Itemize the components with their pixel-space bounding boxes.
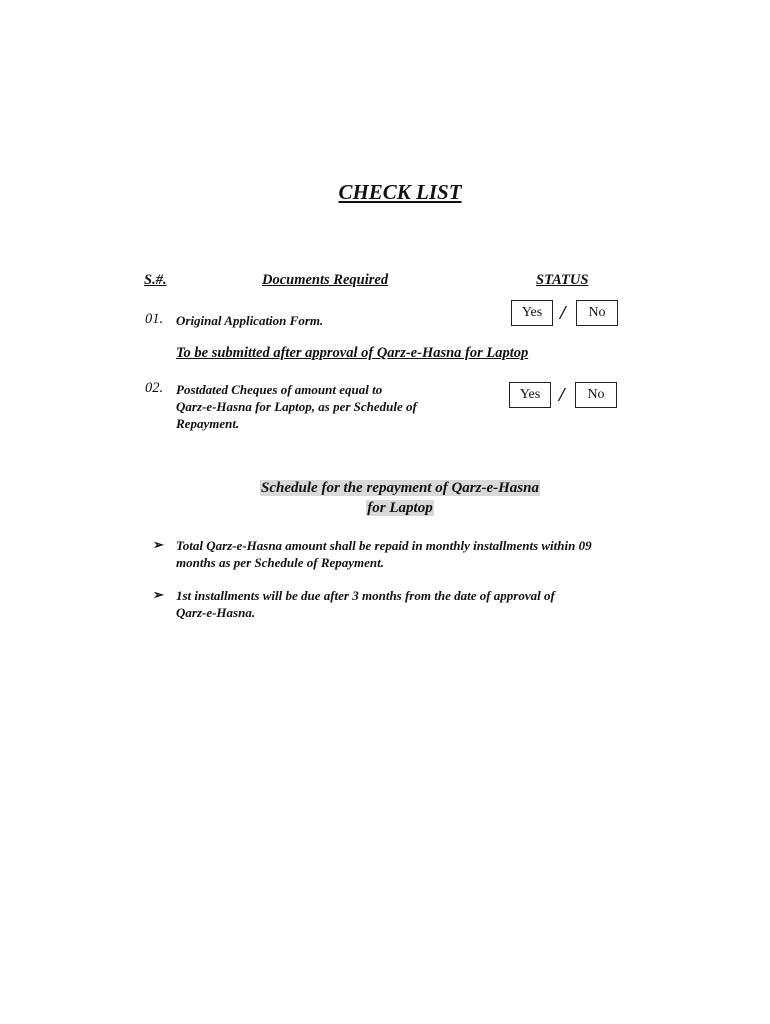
bullet-line: 1st installments will be due after 3 months from the date of approval of bbox=[176, 588, 555, 603]
approval-subheading: To be submitted after approval of Qarz-e-Hasna for Laptop bbox=[176, 345, 529, 361]
item-number: 02. bbox=[145, 380, 164, 396]
item-description-line: Postdated Cheques of amount equal to bbox=[176, 382, 383, 397]
item-description-line: Qarz-e-Hasna for Laptop, as per Schedule of bbox=[176, 399, 417, 414]
bullet-line: Qarz-e-Hasna. bbox=[176, 605, 256, 620]
bullet-text bbox=[176, 537, 592, 571]
bullet-text bbox=[176, 587, 555, 621]
no-checkbox[interactable]: No bbox=[576, 300, 618, 326]
item-description-line: Repayment. bbox=[176, 416, 240, 431]
yes-checkbox[interactable]: Yes bbox=[511, 300, 553, 326]
status-separator: / bbox=[560, 302, 566, 324]
bullet-arrow-icon: ➢ bbox=[153, 537, 164, 552]
status-separator: / bbox=[559, 384, 565, 406]
schedule-heading bbox=[200, 478, 600, 518]
documents-column-header: Documents Required bbox=[262, 272, 389, 288]
schedule-heading-line: for Laptop bbox=[367, 500, 433, 516]
status-column-header: STATUS bbox=[536, 272, 589, 288]
item-description bbox=[176, 381, 417, 432]
schedule-heading-line: Schedule for the repayment of Qarz-e-Hasna bbox=[261, 480, 539, 496]
bullet-arrow-icon: ➢ bbox=[153, 587, 164, 602]
yes-checkbox[interactable]: Yes bbox=[509, 382, 551, 408]
page-title: CHECK LIST bbox=[338, 180, 462, 204]
bullet-line: months as per Schedule of Repayment. bbox=[176, 555, 385, 570]
bullet-line: Total Qarz-e-Hasna amount shall be repaid in monthly installments within 09 bbox=[176, 538, 592, 553]
item-number: 01. bbox=[145, 311, 164, 327]
no-checkbox[interactable]: No bbox=[575, 382, 617, 408]
item-description: Original Application Form. bbox=[176, 313, 324, 328]
serial-column-header: S.#. bbox=[144, 272, 167, 288]
